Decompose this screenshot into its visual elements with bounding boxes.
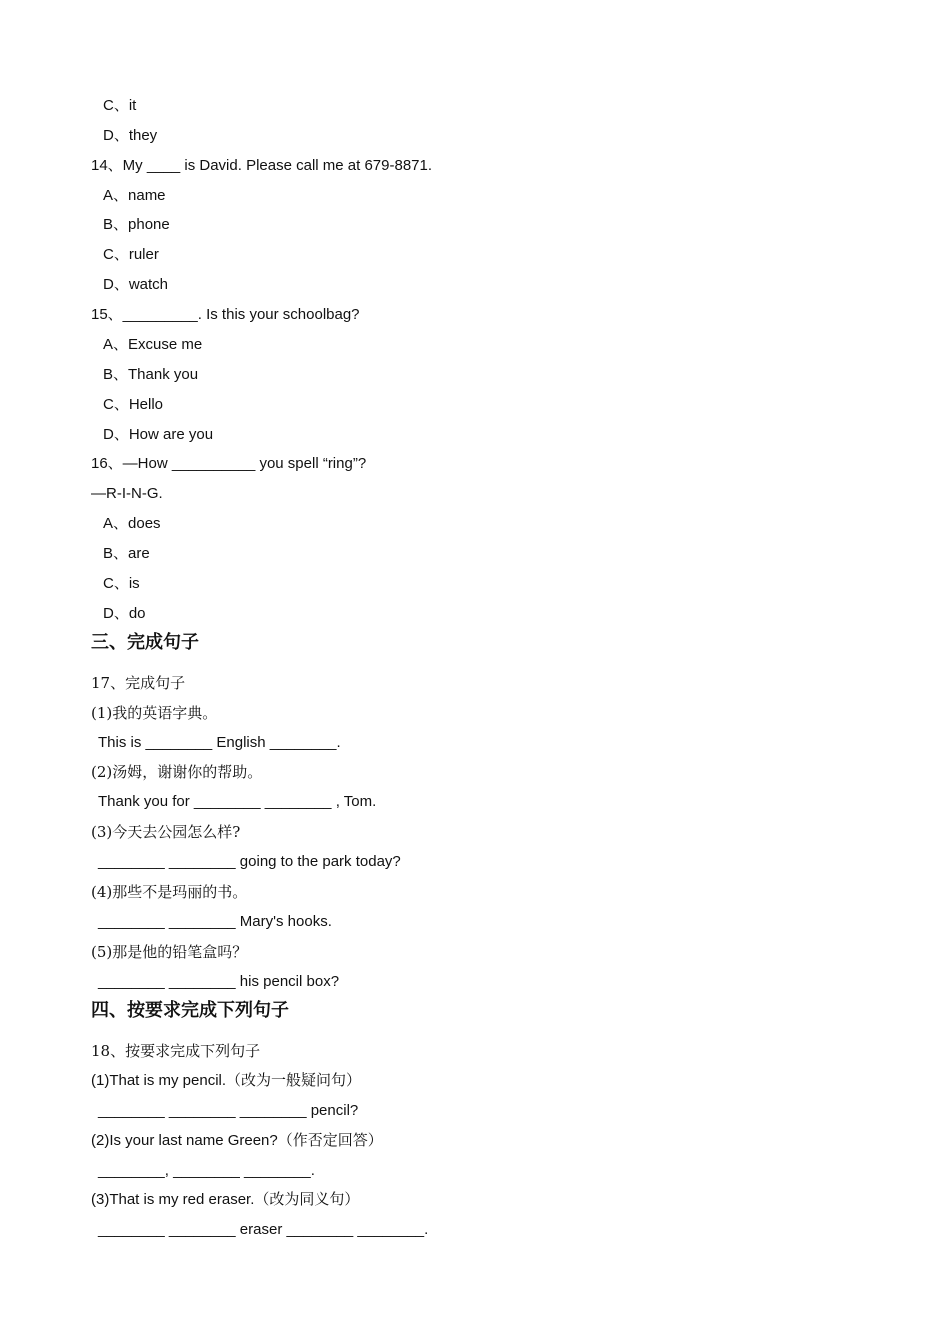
q16-stem: 16、—How __________ you spell “ring”?: [91, 455, 367, 472]
q18-item3-sentence: ________ ________ eraser ________ ________.: [98, 1221, 429, 1238]
q17-item5-sentence: ________ ________ his pencil box?: [98, 973, 340, 990]
q17-item4-sentence: ________ ________ Mary's hooks.: [98, 913, 332, 930]
q18-item2-prompt: (2)Is your last name Green?（作否定回答）: [91, 1132, 383, 1149]
section3-heading: 三、完成句子: [91, 632, 199, 653]
section4-heading: 四、按要求完成下列句子: [91, 1000, 289, 1021]
q16-answer-line: —R-I-N-G.: [91, 485, 163, 502]
q16-option-b: B、are: [103, 545, 150, 562]
q16-option-c: C、is: [103, 575, 140, 592]
q13-option-c: C、it: [103, 97, 137, 114]
q14-stem: 14、My ____ is David. Please call me at 679-8871.: [91, 157, 433, 174]
q18-title: 18、按要求完成下列句子: [91, 1042, 261, 1060]
q15-stem: 15、_________. Is this your schoolbag?: [91, 306, 360, 323]
q16-option-a: A、does: [103, 515, 161, 532]
q15-option-a: A、Excuse me: [103, 336, 203, 353]
q17-item3-prompt: (3)今天去公园怎么样?: [91, 823, 241, 841]
q15-option-c: C、Hello: [103, 396, 164, 413]
q17-item3-sentence: ________ ________ going to the park today?: [98, 853, 401, 870]
q13-option-d: D、they: [103, 127, 158, 144]
q17-item1-prompt: (1)我的英语字典。: [91, 704, 218, 722]
q18-item1-prompt: (1)That is my pencil.（改为一般疑问句）: [91, 1072, 362, 1089]
q18-item1-sentence: ________ ________ ________ pencil?: [98, 1102, 359, 1119]
q17-item4-prompt: (4)那些不是玛丽的书。: [91, 883, 248, 901]
q15-option-d: D、How are you: [103, 426, 214, 443]
q18-item2-sentence: ________, ________ ________.: [98, 1162, 315, 1179]
q14-option-c: C、ruler: [103, 246, 159, 263]
q17-title: 17、完成句子: [91, 674, 186, 692]
q18-item3-prompt: (3)That is my red eraser.（改为同义句）: [91, 1191, 360, 1208]
q17-item2-prompt: (2)汤姆，谢谢你的帮助。: [91, 763, 263, 781]
q15-option-b: B、Thank you: [103, 366, 199, 383]
q17-item2-sentence: Thank you for ________ ________ , Tom.: [98, 793, 377, 810]
q16-option-d: D、do: [103, 605, 146, 622]
q14-option-a: A、name: [103, 187, 166, 204]
q14-option-b: B、phone: [103, 216, 170, 233]
q17-item1-sentence: This is ________ English ________.: [98, 734, 341, 751]
q17-item5-prompt: (5)那是他的铅笔盒吗？: [91, 943, 248, 961]
q14-option-d: D、watch: [103, 276, 169, 293]
